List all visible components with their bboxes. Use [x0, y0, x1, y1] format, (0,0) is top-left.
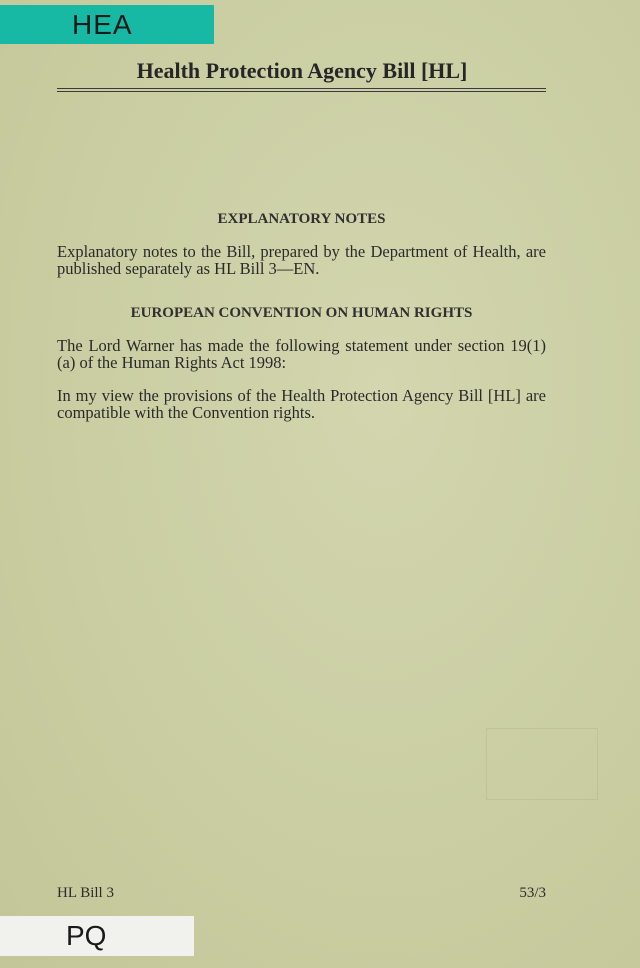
echr-compatibility-paragraph: In my view the provisions of the Health Protection Agency Bill [HL] are compatible with the Convention rights. [57, 386, 546, 422]
explanatory-notes-paragraph: Explanatory notes to the Bill, prepared by the Department of Health, are published separately as HL Bill 3—EN. [57, 242, 546, 278]
shelf-label-bottom: PQ [0, 916, 194, 956]
bill-number: HL Bill 3 [57, 885, 114, 901]
bill-title: Health Protection Agency Bill [HL] [136, 58, 468, 83]
shelf-label-top: HEA [0, 5, 214, 44]
faded-library-stamp [486, 728, 598, 800]
section-heading-echr: EUROPEAN CONVENTION ON HUMAN RIGHTS [130, 305, 473, 321]
bill-reference: 53/3 [519, 885, 546, 901]
title-rule-upper [57, 88, 546, 89]
title-rule-lower [57, 91, 546, 92]
echr-statement-paragraph: The Lord Warner has made the following statement under section 19(1)(a) of the Human Rights Act 1998: [57, 336, 546, 372]
section-heading-explanatory-notes: EXPLANATORY NOTES [217, 211, 386, 227]
